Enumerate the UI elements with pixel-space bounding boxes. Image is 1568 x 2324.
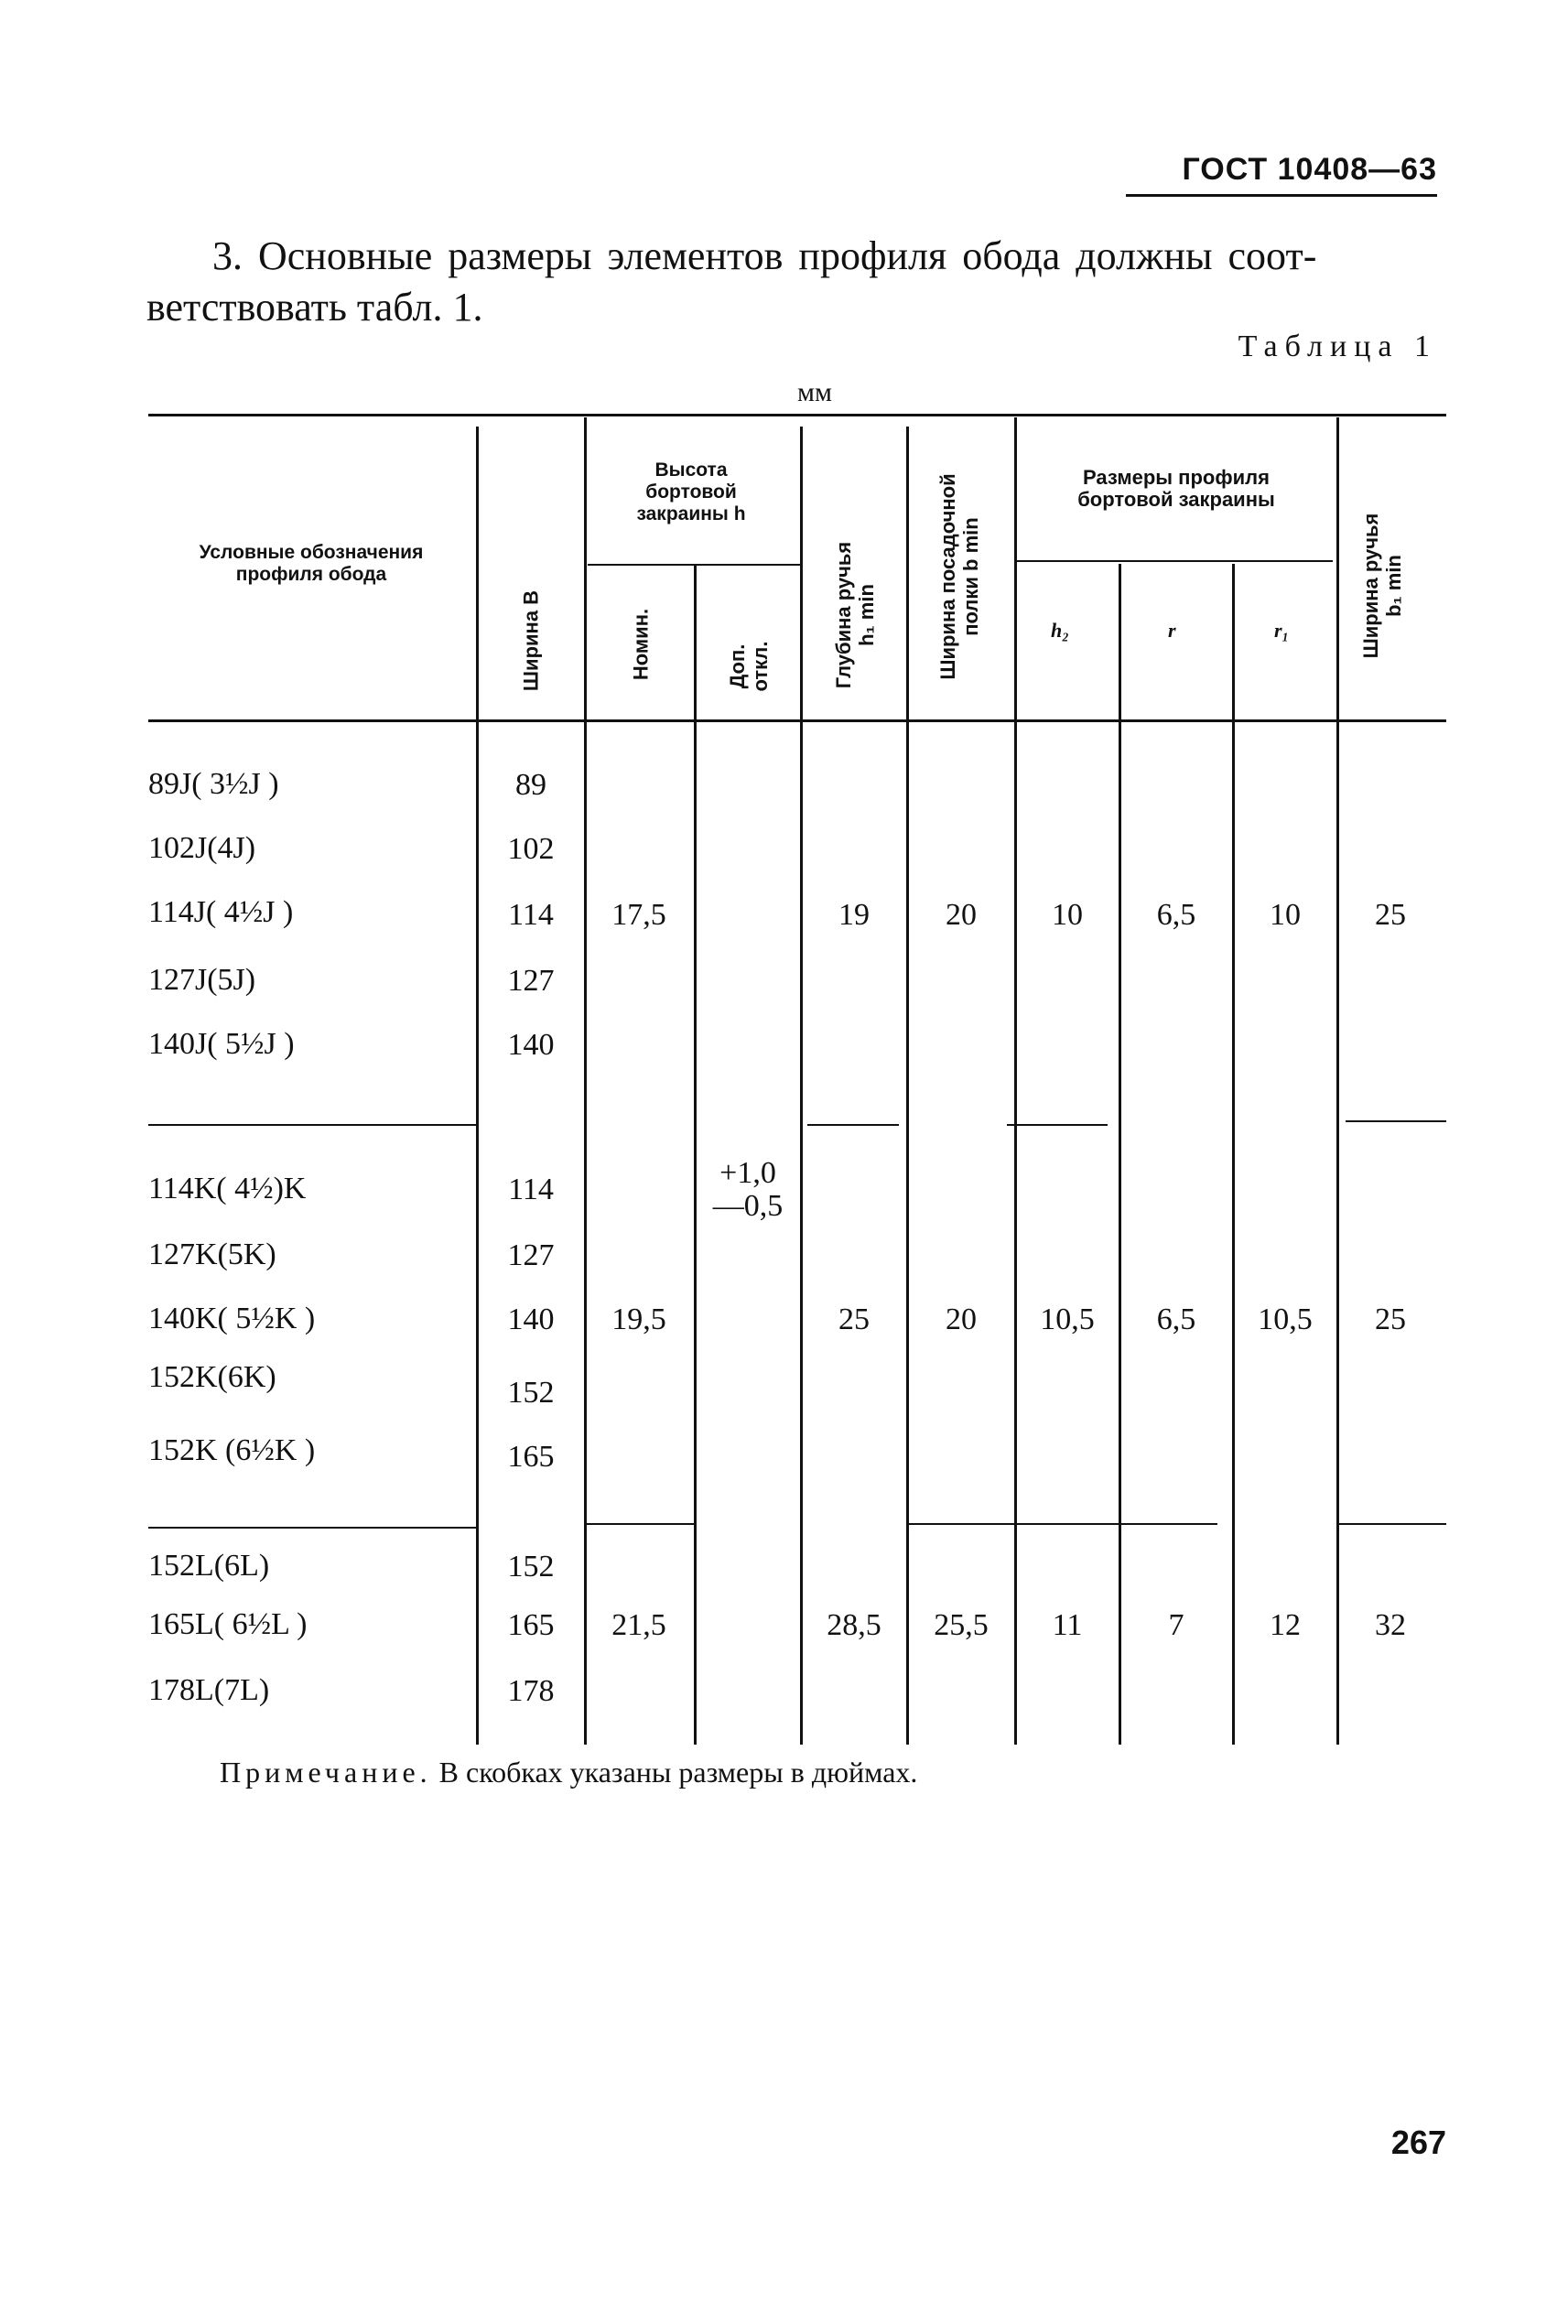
note-lead: Примечание.: [220, 1756, 432, 1789]
profile-subheader-rule: [1016, 560, 1333, 562]
designation-label: 102J(4J): [148, 831, 256, 865]
seat-width-value: 25,5: [934, 1608, 989, 1642]
designation-label: 127J(5J): [148, 963, 256, 997]
header-flange-profile: Размеры профиля бортовой закраины: [1077, 466, 1275, 511]
group-separator: [1346, 1120, 1446, 1122]
col-divider: [1232, 564, 1235, 1745]
header-h2: h₂: [1051, 619, 1069, 642]
designation-label: 140J( 5½J ): [148, 1027, 295, 1061]
col-divider: [1336, 417, 1339, 1745]
width-value: 140: [507, 1028, 555, 1062]
r-value: 6,5: [1156, 1303, 1196, 1336]
intro-paragraph: [146, 231, 1446, 333]
header-designation: Условные обозначения профиля обода: [199, 542, 424, 585]
nominal-value: 21,5: [611, 1608, 666, 1642]
col-divider: [694, 564, 697, 1745]
group-separator: [148, 1124, 476, 1126]
designation-label: 127K(5K): [148, 1238, 276, 1271]
width-value: 140: [507, 1303, 555, 1336]
width-value: 102: [507, 832, 555, 866]
designation-label: 114K( 4½)K: [148, 1172, 307, 1205]
col-divider: [1119, 564, 1121, 1745]
page-number: 267: [1390, 2124, 1446, 2161]
group-separator: [148, 1527, 476, 1529]
width-value: 152: [507, 1376, 555, 1410]
header-rule: [1126, 194, 1437, 197]
header-r: r: [1168, 619, 1176, 642]
groove-depth-value: 19: [838, 898, 870, 932]
group-separator: [586, 1523, 696, 1525]
nominal-value: 19,5: [611, 1303, 666, 1336]
h2-value: 11: [1052, 1608, 1083, 1642]
width-value: 127: [507, 964, 555, 998]
h2-value: 10,5: [1040, 1303, 1095, 1336]
groove-depth-value: 25: [838, 1303, 870, 1336]
groove-depth-line-2: h₁ min: [855, 584, 878, 646]
group-separator: [1007, 1124, 1108, 1126]
table-top-rule: [148, 414, 1446, 416]
r-value: 7: [1168, 1608, 1184, 1642]
group-separator: [807, 1124, 899, 1126]
tolerance-plus: +1,0: [719, 1156, 776, 1190]
seat-width-line-1: Ширина посадочной: [936, 473, 959, 680]
r1-value: 12: [1270, 1608, 1301, 1642]
seat-width-value: 20: [946, 898, 977, 932]
group-separator: [1336, 1523, 1446, 1525]
header-nominal: Номин.: [629, 608, 653, 681]
designation-label: 152K (6½K ): [148, 1433, 316, 1467]
header-flange-height: Высота бортовой закраины h: [636, 459, 746, 524]
designation-label: 89J( 3½J ): [148, 767, 279, 801]
width-value: 127: [507, 1238, 555, 1272]
seat-width-line-2: полки b min: [959, 517, 982, 636]
header-width-b: Ширина B: [519, 589, 543, 692]
groove-width-line-1: Ширина ручья: [1359, 513, 1382, 659]
designation-label: 178L(7L): [148, 1673, 270, 1707]
col-divider: [800, 427, 803, 1745]
nominal-value: 17,5: [611, 898, 666, 932]
col-divider: [584, 417, 587, 1745]
col-divider: [906, 427, 909, 1745]
table-note: [220, 1756, 917, 1789]
r1-value: 10,5: [1258, 1303, 1313, 1336]
groove-width-value: 25: [1375, 898, 1406, 932]
groove-width-value: 25: [1375, 1303, 1406, 1336]
designation-label: 140K( 5½K ): [148, 1302, 316, 1335]
paragraph-line-1: 3. Основные размеры элементов профиля обода должны соот-: [212, 233, 1317, 278]
units-label: мм: [797, 377, 832, 407]
table-caption: Таблица 1: [1238, 330, 1437, 363]
header-groove-depth: [832, 542, 878, 689]
groove-width-value: 32: [1375, 1608, 1406, 1642]
groove-width-line-2: b₁ min: [1382, 555, 1405, 617]
groove-depth-value: 28,5: [827, 1608, 881, 1642]
header-tolerance: Доп. откл.: [726, 641, 772, 692]
groove-depth-line-1: Глубина ручья: [832, 541, 855, 689]
col-divider: [1014, 417, 1017, 1745]
width-value: 89: [515, 768, 546, 802]
header-groove-width: [1359, 513, 1405, 659]
designation-label: 165L( 6½L ): [148, 1607, 308, 1641]
designation-label: 152L(6L): [148, 1549, 270, 1583]
r-value: 6,5: [1156, 898, 1196, 932]
width-value: 114: [508, 1173, 554, 1206]
header-seat-width: [936, 473, 982, 679]
tolerance-value: [697, 1157, 798, 1223]
width-value: 114: [508, 898, 554, 932]
seat-width-value: 20: [946, 1303, 977, 1336]
width-value: 165: [507, 1440, 555, 1474]
header-r1: r₁: [1274, 619, 1290, 642]
document-code: ГОСТ 10408—63: [1182, 152, 1437, 187]
group-separator: [906, 1523, 1217, 1525]
width-value: 152: [507, 1550, 555, 1584]
width-value: 165: [507, 1608, 555, 1642]
note-text: В скобках указаны размеры в дюймах.: [438, 1756, 918, 1789]
designation-label: 114J( 4½J ): [148, 895, 294, 929]
h2-value: 10: [1052, 898, 1083, 932]
r1-value: 10: [1270, 898, 1301, 932]
width-value: 178: [507, 1674, 555, 1708]
paragraph-line-2: ветствовать табл. 1.: [146, 285, 483, 330]
header-bottom-rule: [148, 719, 1446, 722]
designation-label: 152K(6K): [148, 1360, 276, 1394]
col-divider: [476, 427, 479, 1745]
tolerance-minus: —0,5: [712, 1189, 784, 1223]
